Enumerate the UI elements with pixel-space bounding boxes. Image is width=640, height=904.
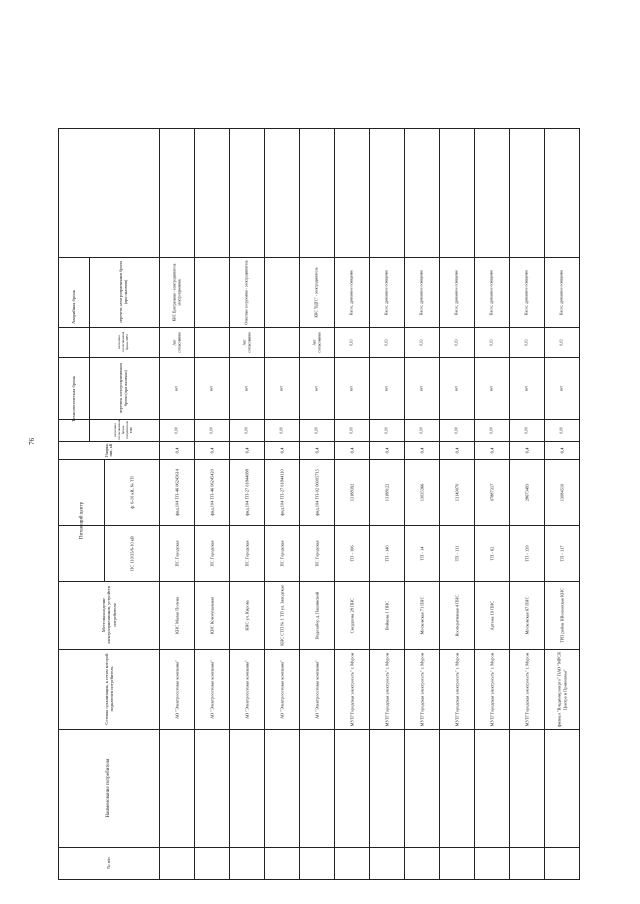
grid-line-h (59, 327, 579, 328)
row-8-ps: ТП - 111 (453, 545, 459, 561)
row-0-emerg-list: КНС Центральная - электродвигатель электроприемник (172, 263, 181, 321)
row-8-fider: 13149070 (453, 483, 459, 501)
row-11-fider: 13084510 (558, 483, 564, 501)
row-6-tech-value: 0,00 (384, 426, 389, 434)
row-3-kv: 0,4 (278, 447, 284, 453)
row-5-fider: 13188392 (348, 483, 354, 501)
rotated-sheet (58, 128, 580, 880)
row-1-emerg-list (195, 259, 228, 325)
row-11-location: ТРП район НВоложская КНС (558, 587, 564, 643)
row-2-tech-value: 0,00 (244, 426, 249, 434)
header-tech-value: величина согласованная бронь потребителя МВт (113, 419, 133, 441)
row-3-tech-value: 0,00 (279, 426, 284, 434)
row-10-ps: ТП - 139 (523, 544, 529, 562)
row-7-ps: ТП - 14 (418, 546, 424, 560)
row-4-org: АО "Электросетевая компания" (313, 659, 319, 719)
row-4-tech-value: 0,00 (314, 426, 319, 434)
row-2-tech-list: нет (244, 385, 249, 391)
row-9-ps: ТП - 62 (488, 546, 494, 560)
page-number: 76 (28, 438, 36, 445)
grid-line-h (59, 459, 579, 460)
row-4-emerg-list: КНС "ВДГС" - электродвигатель (314, 266, 319, 318)
row-5-emerg-list: Насос, дренажное освещение (349, 269, 354, 315)
header-feed-fider: ф. 6-10 кВ, № ТП (128, 475, 134, 509)
row-4-kv: 0,4 (313, 447, 319, 453)
row-3-org: АО "Электросетевая компания" (278, 659, 284, 719)
row-9-kv: 0,4 (488, 447, 494, 453)
header-sub-line (89, 357, 90, 441)
row-7-fider: 13035366 (418, 483, 424, 501)
row-7-tech-list: нет (419, 385, 424, 391)
row-6-emerg-value: 0,03 (384, 338, 389, 346)
row-0-tech-value: 0,00 (174, 426, 179, 434)
row-10-tech-value: 0,00 (524, 426, 529, 434)
row-1-emerg-value (195, 329, 228, 355)
grid-line-h (59, 649, 579, 650)
row-10-emerg-value: 0,03 (524, 338, 529, 346)
grid-line-h (59, 419, 579, 420)
row-8-emerg-list: Насос, дренажное освещение (454, 269, 459, 315)
row-7-tech-value: 0,00 (419, 426, 424, 434)
header-emerg-value: величина согласованная бронь МВт (117, 331, 129, 353)
header-emerg-list: перечень электроприемников брони (при наличии) (118, 261, 128, 323)
row-5-org: МУП"Городская электросеть" г. Муром (348, 652, 354, 726)
row-6-ps: ТП - 140 (383, 544, 389, 562)
row-4-tech-list: нет (314, 385, 319, 391)
grid-line-h (59, 357, 579, 358)
row-7-org: МУП"Городская электросеть" г. Муром (418, 652, 424, 726)
row-5-location: Свердлова 28 ПНС (348, 597, 354, 633)
row-9-org: МУП"Городская электросеть" г. Муром (488, 652, 494, 726)
header-voltage: Напряж. пит., кВ (104, 443, 113, 457)
row-5-emerg-value: 0,03 (349, 338, 354, 346)
row-10-org: МУП"Городская электросеть" г. Муром (523, 652, 529, 726)
row-4-location: Водозабор д. Пашинский (313, 591, 319, 639)
header-network-org: Сетевая организация, к сетям которой подключен потребитель (103, 653, 114, 725)
header-feed-center: Питающий центр (78, 501, 84, 539)
row-2-location: КНС ул. Кирова (243, 599, 249, 631)
row-1-org: АО "Электросетевая компания" (208, 659, 214, 719)
row-5-ps: ТП - 106 (348, 544, 354, 562)
header-location: Местонахождение электроприемников, устройств потребителя (101, 586, 117, 644)
row-10-tech-list: нет (524, 385, 529, 391)
row-8-org: МУП"Городская электросеть" г. Муром (453, 652, 459, 726)
row-1-tech-list: нет (209, 385, 214, 391)
row-4-fider: фид.104 ТП-02 06005715 (313, 468, 319, 516)
header-sub-line (89, 257, 90, 357)
row-8-kv: 0,4 (453, 447, 459, 453)
row-9-tech-value: 0,00 (489, 426, 494, 434)
row-0-emerg-value: Акт согласования (172, 331, 181, 353)
row-6-fider: 13188122 (383, 483, 389, 501)
row-9-emerg-list: Насос, дренажное освещение (489, 269, 494, 315)
row-8-tech-value: 0,00 (454, 426, 459, 434)
row-0-org: АО "Электросетевая компания" (173, 659, 179, 719)
row-9-fider: 07887317 (488, 483, 494, 501)
header-sub-line (104, 459, 105, 581)
row-3-tech-list: нет (279, 385, 284, 391)
row-0-tech-list: нет (174, 385, 179, 391)
row-6-tech-list: нет (384, 385, 389, 391)
row-1-kv: 0,4 (208, 447, 214, 453)
row-8-emerg-value: 0,03 (454, 338, 459, 346)
row-11-emerg-value: 0,03 (559, 338, 564, 346)
row-7-location: Московская 71 ПНС (418, 595, 424, 635)
row-1-location: КНС Коммунальная (208, 596, 214, 634)
row-4-emerg-value: Акт согласования (312, 331, 321, 353)
row-5-kv: 0,4 (348, 447, 354, 453)
row-6-emerg-list: Насос, дренажное освещение (384, 269, 389, 315)
grid-line-h (59, 729, 579, 730)
row-9-emerg-value: 0,03 (489, 338, 494, 346)
row-11-org: филиал "Владимирэнерго" ПАО "МРСК Центра и Приволжья" (556, 651, 567, 727)
grid-line-h (59, 525, 579, 526)
row-2-ps: ПС Городская (243, 539, 249, 567)
row-6-org: МУП"Городская электросеть" г. Муром (383, 652, 389, 726)
header-feed-ps: ПС 110/35/6-10 кВ (128, 535, 134, 571)
row-0-location: КНС Малая Полена (173, 596, 179, 634)
row-10-emerg-list: Насос, дренажное освещение (524, 269, 529, 315)
row-11-tech-value: 0,00 (559, 426, 564, 434)
row-3-ps: ПС Городская (278, 539, 284, 567)
header-num: № п/п (106, 857, 112, 869)
row-10-fider: 28673493 (523, 483, 529, 501)
row-10-location: Московская 67 ПНС (523, 595, 529, 635)
row-7-kv: 0,4 (418, 447, 424, 453)
row-8-tech-list: нет (454, 385, 459, 391)
row-7-emerg-value: 0,03 (419, 338, 424, 346)
row-0-fider: фид.104 ТП-46 06245614 (173, 468, 179, 516)
header-tech-list: перечень электроприемников брони (при наличии) (118, 363, 128, 413)
row-2-emerg-list: Очистные сооружения - электродвигатель (244, 259, 249, 325)
row-6-kv: 0,4 (383, 447, 389, 453)
row-7-emerg-list: Насос, дренажное освещение (419, 269, 424, 315)
header-tech-armor: Технологическая бронь (71, 376, 77, 422)
header-emerg-armor: Аварийная бронь (71, 290, 77, 324)
row-11-tech-list: нет (559, 385, 564, 391)
row-4-ps: ПС Городская (313, 539, 319, 567)
grid-line-h (59, 581, 579, 582)
header-consumer-name: Наименование потребителя (106, 758, 112, 818)
row-0-kv: 0,4 (173, 447, 179, 453)
row-3-location: КНС СТП № 1 ТП ул. Заводская (278, 584, 284, 646)
row-1-tech-value: 0,00 (209, 426, 214, 434)
row-3-emerg-list (265, 259, 298, 325)
row-5-tech-list: нет (349, 385, 354, 391)
row-3-emerg-value (265, 329, 298, 355)
row-5-tech-value: 0,00 (349, 426, 354, 434)
row-3-fider: фид.104 ТП-27 01844110 (278, 468, 284, 516)
row-2-org: АО "Электросетевая компания" (243, 659, 249, 719)
row-1-ps: ПС Городская (208, 539, 214, 567)
row-1-fider: фид.104 ТП-46 06245420 (208, 468, 214, 516)
row-11-kv: 0,4 (558, 447, 564, 453)
row-2-emerg-value: Акт согласования (242, 331, 251, 353)
row-2-fider: фид.104 ТП-27 01844088 (243, 468, 249, 516)
row-2-kv: 0,4 (243, 447, 249, 453)
row-0-ps: ПС Городская (173, 539, 179, 567)
row-9-location: Артема 19 ПНС (488, 600, 494, 630)
row-6-location: Войкова 1 ПНС (383, 600, 389, 630)
grid-line-h (59, 441, 579, 442)
row-8-location: Кооперативная 4 ПНС (453, 594, 459, 636)
row-11-emerg-list: Насос, дренажное освещение (559, 269, 564, 315)
row-11-ps: ТП - 117 (558, 545, 564, 561)
grid-line-h (59, 847, 579, 848)
row-10-kv: 0,4 (523, 447, 529, 453)
grid-line-h (59, 257, 579, 258)
row-9-tech-list: нет (489, 385, 494, 391)
